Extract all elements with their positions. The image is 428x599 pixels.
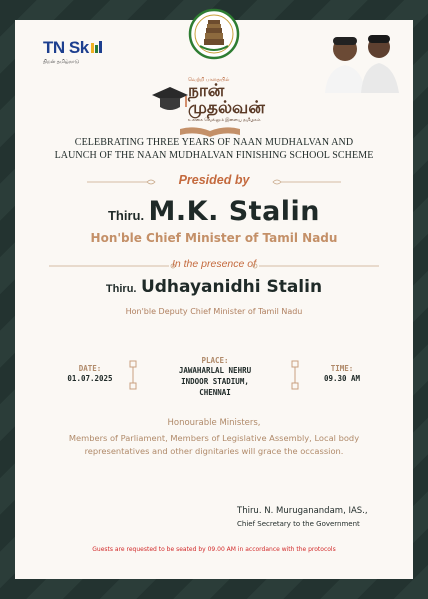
signatory-role: Chief Secretary to the Government [237, 520, 360, 528]
invitation-card [15, 20, 413, 579]
chief-guest-name: M.K. Stalin [148, 196, 321, 227]
place-line-3: CHENNAI [199, 388, 231, 397]
deputy-guest-prefix: Thiru. [105, 283, 137, 295]
chief-guest-role: Hon'ble Chief Minister of Tamil Nadu [90, 231, 338, 245]
presided-by-label: Presided by [178, 173, 250, 187]
date-label: DATE: [78, 364, 102, 373]
date-value: 01.07.2025 [67, 374, 113, 383]
place-line-1: JAWAHARLAL NEHRU [178, 366, 252, 375]
date-place-connector-icon [129, 360, 137, 390]
time-label: TIME: [330, 364, 354, 373]
tn-skills-mark-icon [91, 41, 103, 55]
deputy-guest-role: Hon'ble Deputy Chief Minister of Tamil Nadu [125, 307, 303, 316]
naan-mudhalvan-logo [150, 75, 280, 145]
place-label: PLACE: [201, 356, 229, 365]
deputy-guest-name-row [15, 277, 413, 297]
graduation-cap-icon [150, 85, 190, 119]
tn-skills-logo-text: TN Sk [43, 38, 89, 57]
naan-mudhalvan-title: நான் முதல்வன் [188, 81, 265, 118]
seating-note: Guests are requested to be seated by 09.00 AM in accordance with the protocols [92, 546, 336, 553]
headline-line-2: LAUNCH OF THE NAAN MUDHALVAN FINISHING SCHOOL SCHEME [54, 150, 374, 161]
tn-skills-tagline: திறன் தமிழ்நாடு [43, 59, 80, 65]
chief-guest-prefix: Thiru. [107, 208, 145, 223]
time-value: 09.30 AM [323, 374, 361, 383]
honourable-ministers-heading: Honourable Ministers, [167, 418, 261, 428]
tamil-nadu-emblem-icon [188, 8, 240, 60]
headline-line-1: CELEBRATING THREE YEARS OF NAAN MUDHALVAN AND [74, 137, 354, 148]
event-place [145, 356, 285, 398]
event-date [55, 364, 125, 384]
event-time [305, 364, 379, 384]
place-line-2: INDOOR STADIUM, [181, 377, 249, 386]
ornament-right-divider [269, 178, 341, 186]
signatory-name: Thiru. N. Muruganandam, IAS., [237, 506, 368, 516]
honourable-members-text: Members of Parliament, Members of Legislative Assembly, Local body representatives and other dignitaries will grace the occassion. [68, 433, 360, 456]
chief-guest-name-row [15, 196, 413, 227]
presence-right-divider [249, 262, 379, 270]
naan-mudhalvan-top-text: வெற்றி பாதையில் [188, 77, 230, 83]
naan-mudhalvan-tagline: உலகை வெல்லும் இளைய தமிழகம் [188, 117, 261, 122]
tn-skills-logo [43, 38, 105, 76]
place-time-connector-icon [291, 360, 299, 390]
event-headline [15, 136, 413, 162]
deputy-guest-name: Udhayanidhi Stalin [140, 277, 323, 297]
leader-photos-image [315, 25, 405, 93]
in-presence-label: In the presence of [171, 258, 257, 270]
